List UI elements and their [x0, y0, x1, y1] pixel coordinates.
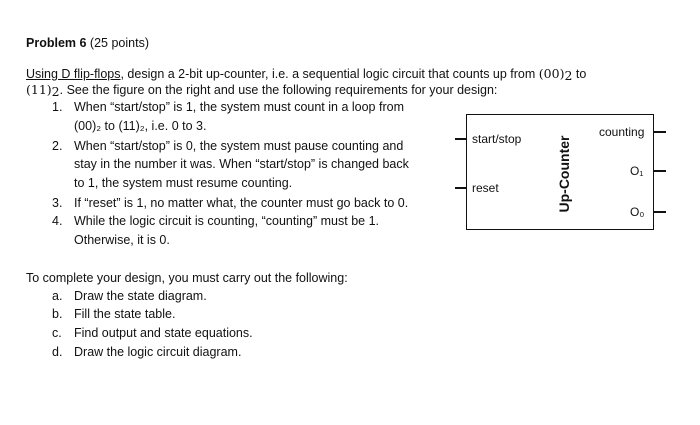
req-3-line-1: If “reset” is 1, no matter what, the counter must go back to 0. — [74, 196, 409, 210]
intro-line-2: $(11)_2$. See the figure on the right and use the following requirements for your design: — [26, 82, 498, 99]
req-4-num: 4. — [52, 214, 63, 228]
pin-counting — [654, 131, 666, 133]
req-1-line-2: (00)₂ to (11)₂, i.e. 0 to 3. — [74, 119, 207, 133]
req-3-num: 3. — [52, 196, 63, 210]
pin-o1 — [654, 170, 666, 172]
task-d-letter: d. — [52, 345, 63, 359]
block-name: Up-Counter — [556, 135, 572, 213]
req-4-line-2: Otherwise, it is 0. — [74, 233, 170, 247]
output-o1-label: O₁ — [630, 164, 644, 178]
task-b-text: Fill the state table. — [74, 307, 176, 321]
dff-link: Using D flip-flops — [26, 67, 121, 81]
intro-line-1: Using D flip-flops, design a 2-bit up-counter, i.e. a sequential logic circuit that counts up from $(00)_2$ to — [26, 66, 587, 83]
pin-start-stop — [455, 138, 467, 140]
req-2-line-3: to 1, the system must resume counting. — [74, 176, 293, 190]
req-1-num: 1. — [52, 100, 63, 114]
input-start-stop-label: start/stop — [472, 132, 522, 146]
req-2-line-2: stay in the number it was. When “start/stop” is changed back — [74, 157, 409, 171]
req-4-line-1: While the logic circuit is counting, “counting” must be 1. — [74, 214, 379, 228]
task-c-letter: c. — [52, 326, 62, 340]
pin-reset — [455, 187, 467, 189]
tasks-heading: To complete your design, you must carry out the following: — [26, 271, 348, 285]
output-counting-label: counting — [599, 125, 645, 139]
pin-o0 — [654, 211, 666, 213]
output-o0-label: O₀ — [630, 205, 645, 219]
task-a-text: Draw the state diagram. — [74, 289, 207, 303]
task-d-text: Draw the logic circuit diagram. — [74, 345, 242, 359]
req-2-line-1: When “start/stop” is 0, the system must pause counting and — [74, 139, 404, 153]
task-c-text: Find output and state equations. — [74, 326, 253, 340]
task-b-letter: b. — [52, 307, 63, 321]
req-2-num: 2. — [52, 139, 63, 153]
input-reset-label: reset — [472, 181, 499, 195]
task-a-letter: a. — [52, 289, 63, 303]
problem-label: Problem 6 — [26, 36, 87, 50]
problem-title — [26, 36, 149, 50]
req-1-line-1: When “start/stop” is 1, the system must count in a loop from — [74, 100, 404, 114]
problem-points: (25 points) — [89, 36, 149, 50]
